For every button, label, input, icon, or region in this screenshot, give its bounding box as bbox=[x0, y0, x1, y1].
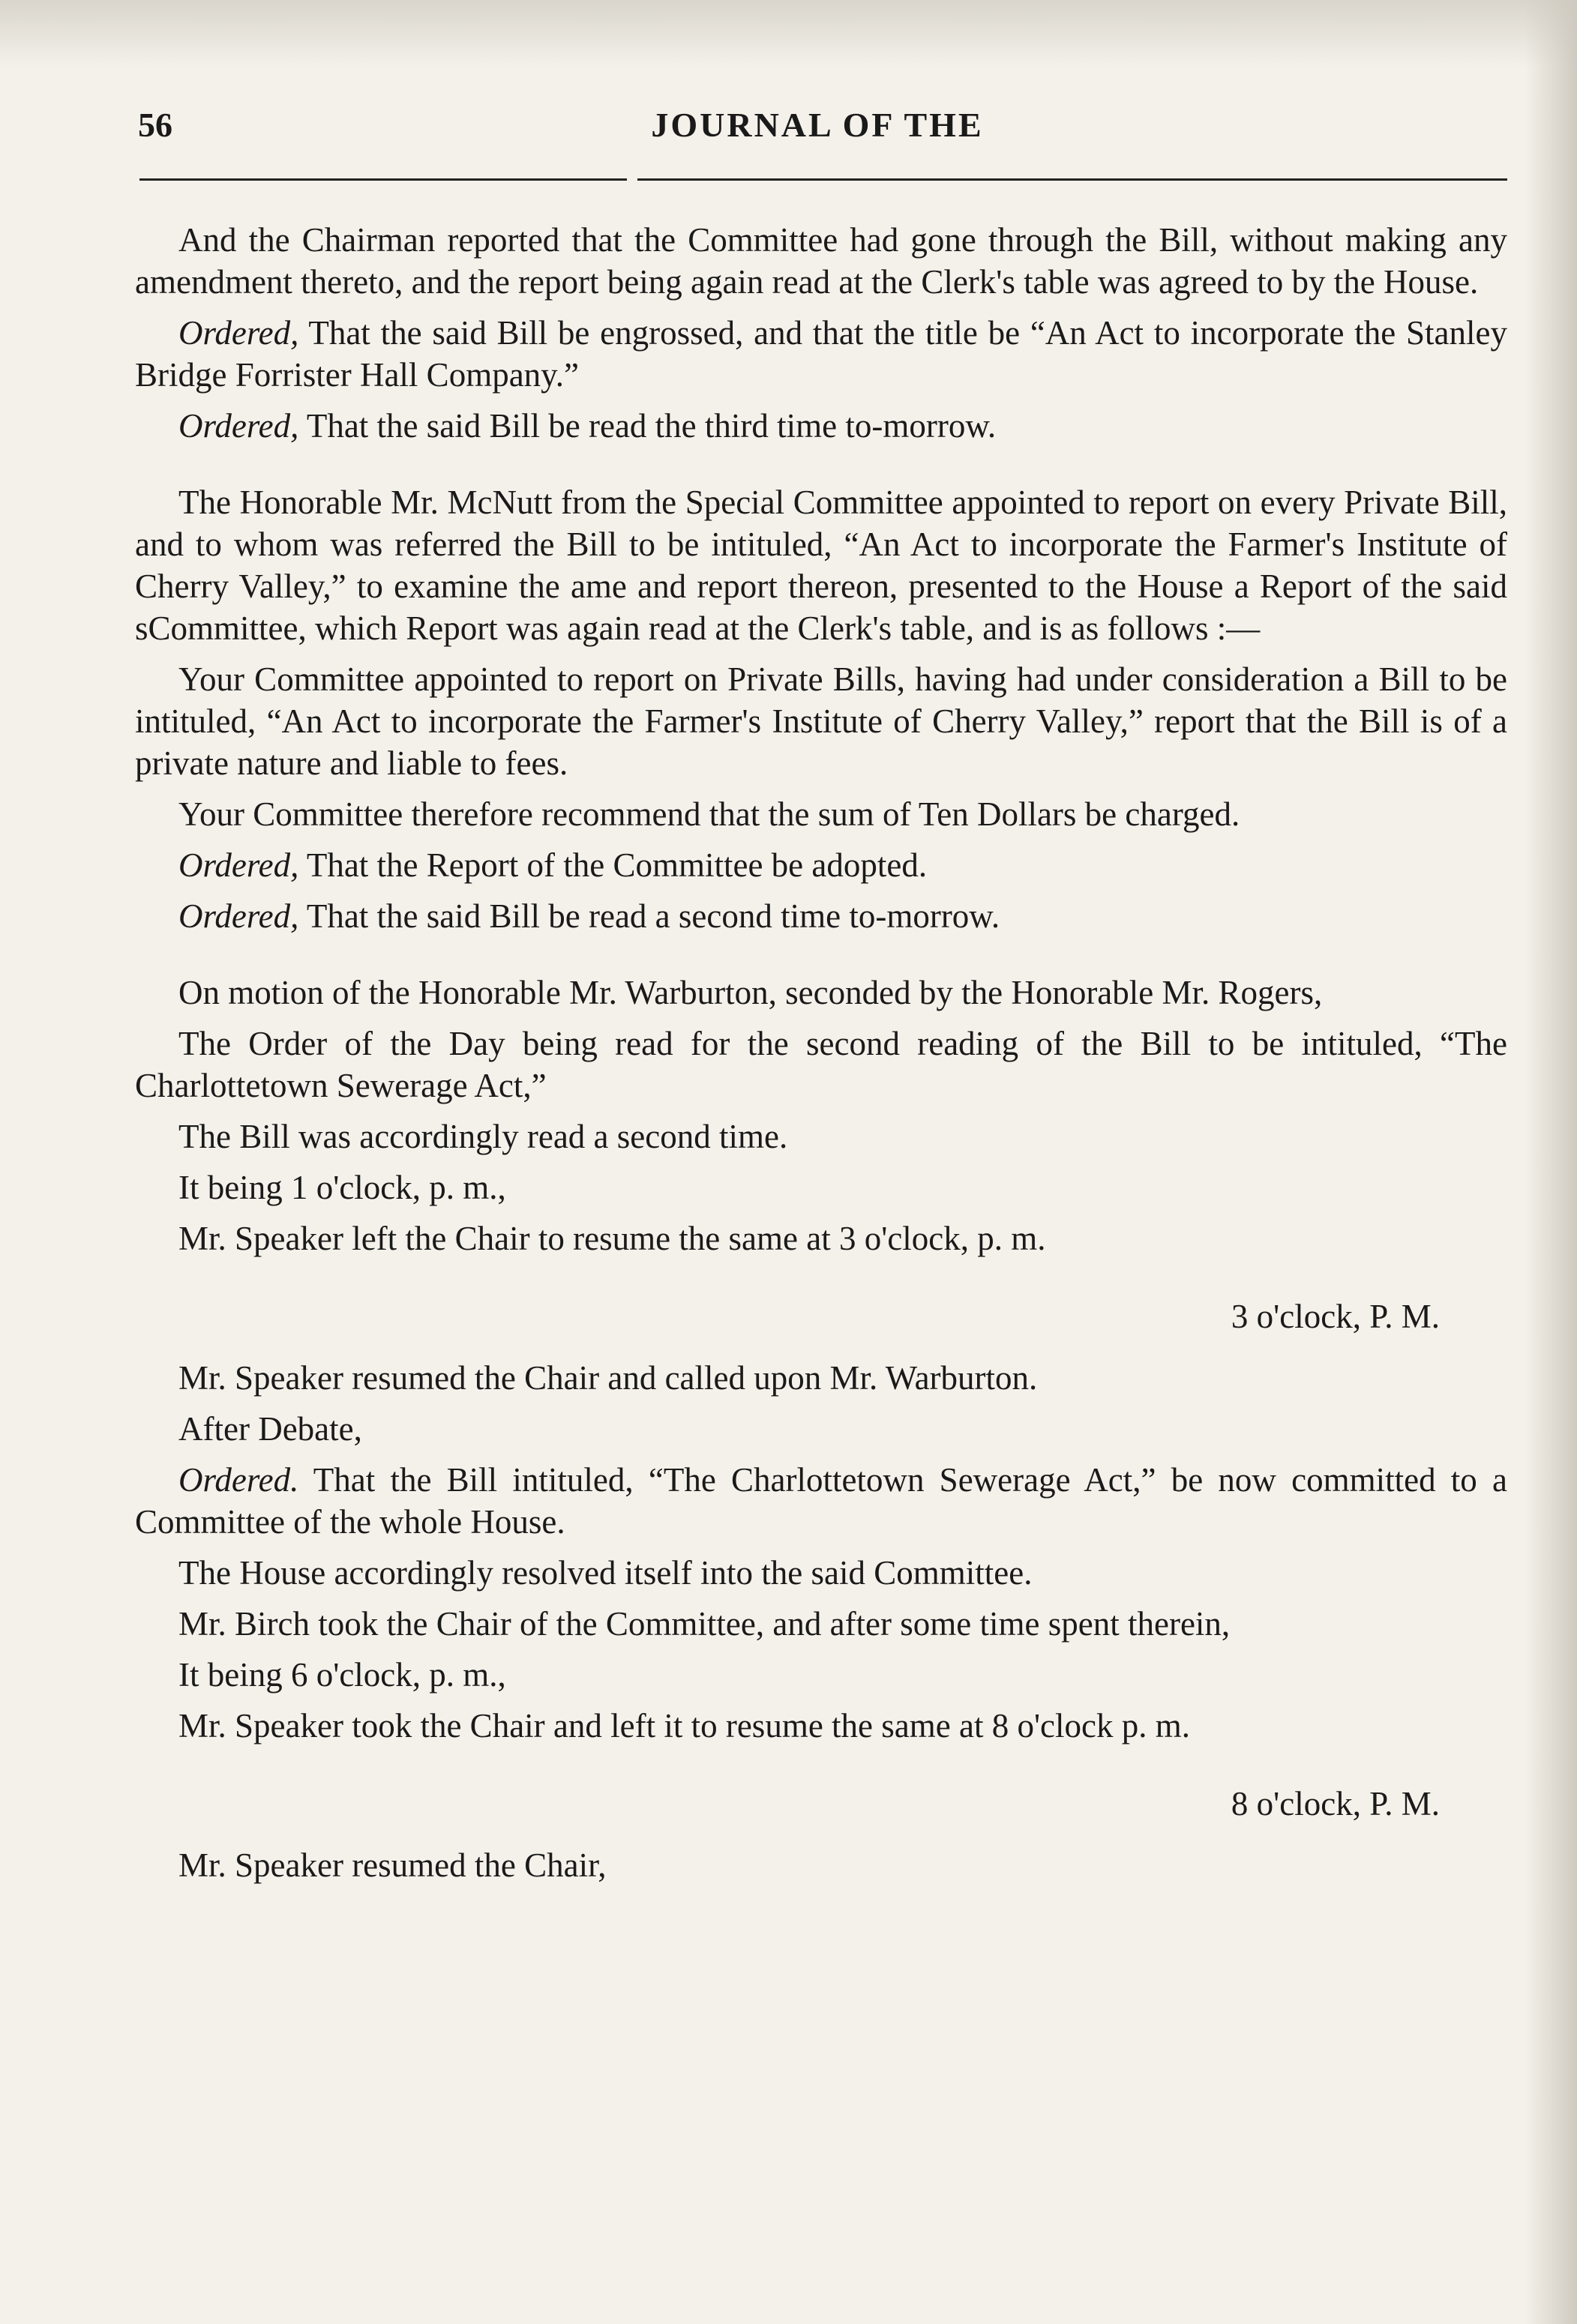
paragraph-ordered-committed: Ordered. That the Bill intituled, “The Charlottetown Sewerage Act,” be now committed to a Committee of the whole House. bbox=[135, 1461, 1507, 1541]
ordered-lead: Ordered, bbox=[178, 407, 299, 445]
paragraph-speaker-resumed-final: Mr. Speaker resumed the Chair, bbox=[178, 1846, 607, 1884]
paragraph-committee-private-bills: Your Committee appointed to report on Private Bills, having had under consideration a Bill to be intituled, “An Act to incorporate the Farmer's Institute of Cherry Valley,” report that the Bill is of a private nature and liable to fees. bbox=[135, 660, 1507, 782]
ordered-lead: Ordered, bbox=[178, 314, 299, 352]
header-rule-right bbox=[637, 178, 1507, 181]
paragraph-speaker-took-chair: Mr. Speaker took the Chair and left it to resume the same at 8 o'clock p. m. bbox=[178, 1707, 1191, 1744]
paragraph-after-debate: After Debate, bbox=[178, 1410, 362, 1448]
paragraph-ordered-engrossed: Ordered, That the said Bill be engrossed, and that the title be “An Act to incorporate the Stanley Bridge Forrister Hall Company.” bbox=[135, 314, 1507, 394]
header-rule-left bbox=[139, 178, 627, 181]
ordered-lead: Ordered, bbox=[178, 897, 299, 935]
paragraph-speaker-resumed: Mr. Speaker resumed the Chair and called upon Mr. Warburton. bbox=[178, 1359, 1038, 1397]
running-title: JOURNAL OF THE bbox=[651, 106, 984, 144]
scan-shadow-top bbox=[0, 0, 1577, 67]
paragraph-one-oclock: It being 1 o'clock, p. m., bbox=[178, 1169, 506, 1206]
paragraph-ten-dollars: Your Committee therefore recommend that the sum of Ten Dollars be charged. bbox=[178, 795, 1240, 833]
paragraph-ordered-third-reading: Ordered, That the said Bill be read the third time to-morrow. bbox=[178, 407, 997, 445]
paragraph-six-oclock: It being 6 o'clock, p. m., bbox=[178, 1656, 506, 1694]
paragraph-motion-warburton: On motion of the Honorable Mr. Warburton, seconded by the Honorable Mr. Rogers, bbox=[178, 974, 1323, 1011]
paragraph-committee-report: And the Chairman reported that the Committee had gone through the Bill, without making any amendment thereto, and the report being again read at the Clerk's table was agreed to by the House. bbox=[135, 221, 1507, 301]
paragraph-ordered-adopted: Ordered, That the Report of the Committee be adopted. bbox=[178, 846, 928, 884]
ordered-lead: Ordered, bbox=[178, 846, 299, 884]
paragraph-mcnutt-report: The Honorable Mr. McNutt from the Special Committee appointed to report on every Private Bill, and to whom was referred the Bill to be intituled, “An Act to incorporate the Farmer's Institute of Cherry Valley,” to examine the ame and report thereon, presented to the House a Report of the said sCommittee, which Report was again read at the Clerk's table, and is as follows :— bbox=[135, 484, 1507, 647]
page-header bbox=[135, 105, 1500, 150]
paragraph-house-resolved: The House accordingly resolved itself into the said Committee. bbox=[178, 1554, 1033, 1592]
page-number: 56 bbox=[138, 106, 172, 144]
paragraph-ordered-second-reading: Ordered, That the said Bill be read a second time to-morrow. bbox=[178, 897, 1000, 935]
paragraph-speaker-left: Mr. Speaker left the Chair to resume the same at 3 o'clock, p. m. bbox=[178, 1220, 1046, 1257]
paragraph-birch-chair: Mr. Birch took the Chair of the Committee, and after some time spent therein, bbox=[178, 1605, 1231, 1643]
scan-shadow-right bbox=[1525, 0, 1577, 2324]
paragraph-read-second-time: The Bill was accordingly read a second time. bbox=[178, 1118, 788, 1155]
time-heading-three: 3 o'clock, P. M. bbox=[1231, 1298, 1440, 1335]
ordered-lead: Ordered. bbox=[178, 1461, 299, 1499]
paragraph-order-of-day: The Order of the Day being read for the second reading of the Bill to be intituled, “The Charlottetown Sewerage Act,” bbox=[135, 1025, 1507, 1104]
journal-body bbox=[135, 219, 1507, 1886]
time-heading-eight: 8 o'clock, P. M. bbox=[1231, 1785, 1440, 1822]
